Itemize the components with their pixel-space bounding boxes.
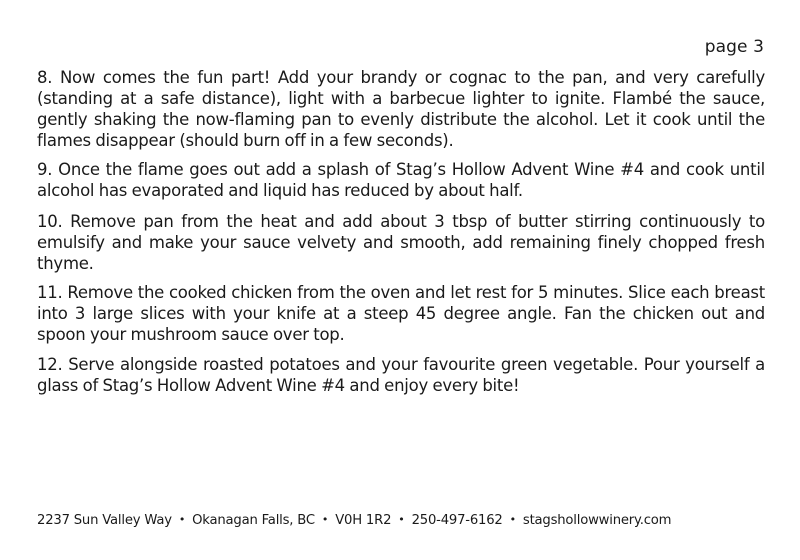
contact-footer [37,513,765,528]
step-11: 11. Remove the cooked chicken from the oven and let rest for 5 minutes. Slice each breast into 3 large slices with your knife at a steep 45 degree angle. Fan the chicken out and spoon your mushroom sauce over top. [37,283,765,344]
footer-separator: • [509,513,516,526]
footer-city: Okanagan Falls, BC [192,513,315,528]
footer-separator: • [321,513,329,526]
footer-separator: • [178,513,186,526]
step-8: 8. Now comes the fun part! Add your brandy or cognac to the pan, and very carefully (standing at a safe distance), light with a barbecue lighter to ignite. Flambé the sauce, gently shaking the now-flaming pan to evenly distribute the alcohol. Let it cook until the flames disappear (should burn off in a few seconds). [37,68,765,150]
footer-address: 2237 Sun Valley Way [37,513,172,528]
footer-separator: • [398,513,405,526]
footer-postal-code: V0H 1R2 [335,513,392,528]
step-9: 9. Once the flame goes out add a splash of Stag’s Hollow Advent Wine #4 and cook until alcohol has evaporated and liquid has reduced by about half. [37,160,765,200]
page-number: page 3 [704,37,764,57]
footer-phone: 250-497-6162 [411,513,503,528]
recipe-steps [37,67,765,406]
footer-website: stagshollowwinery.com [522,513,672,528]
step-10: 10. Remove pan from the heat and add about 3 tbsp of butter stirring continuously to emulsify and make your sauce velvety and smooth, add remaining finely chopped fresh thyme. [37,212,765,273]
step-12: 12. Serve alongside roasted potatoes and your favourite green vegetable. Pour yourself a glass of Stag’s Hollow Advent Wine #4 and enjoy every bite! [37,355,765,395]
